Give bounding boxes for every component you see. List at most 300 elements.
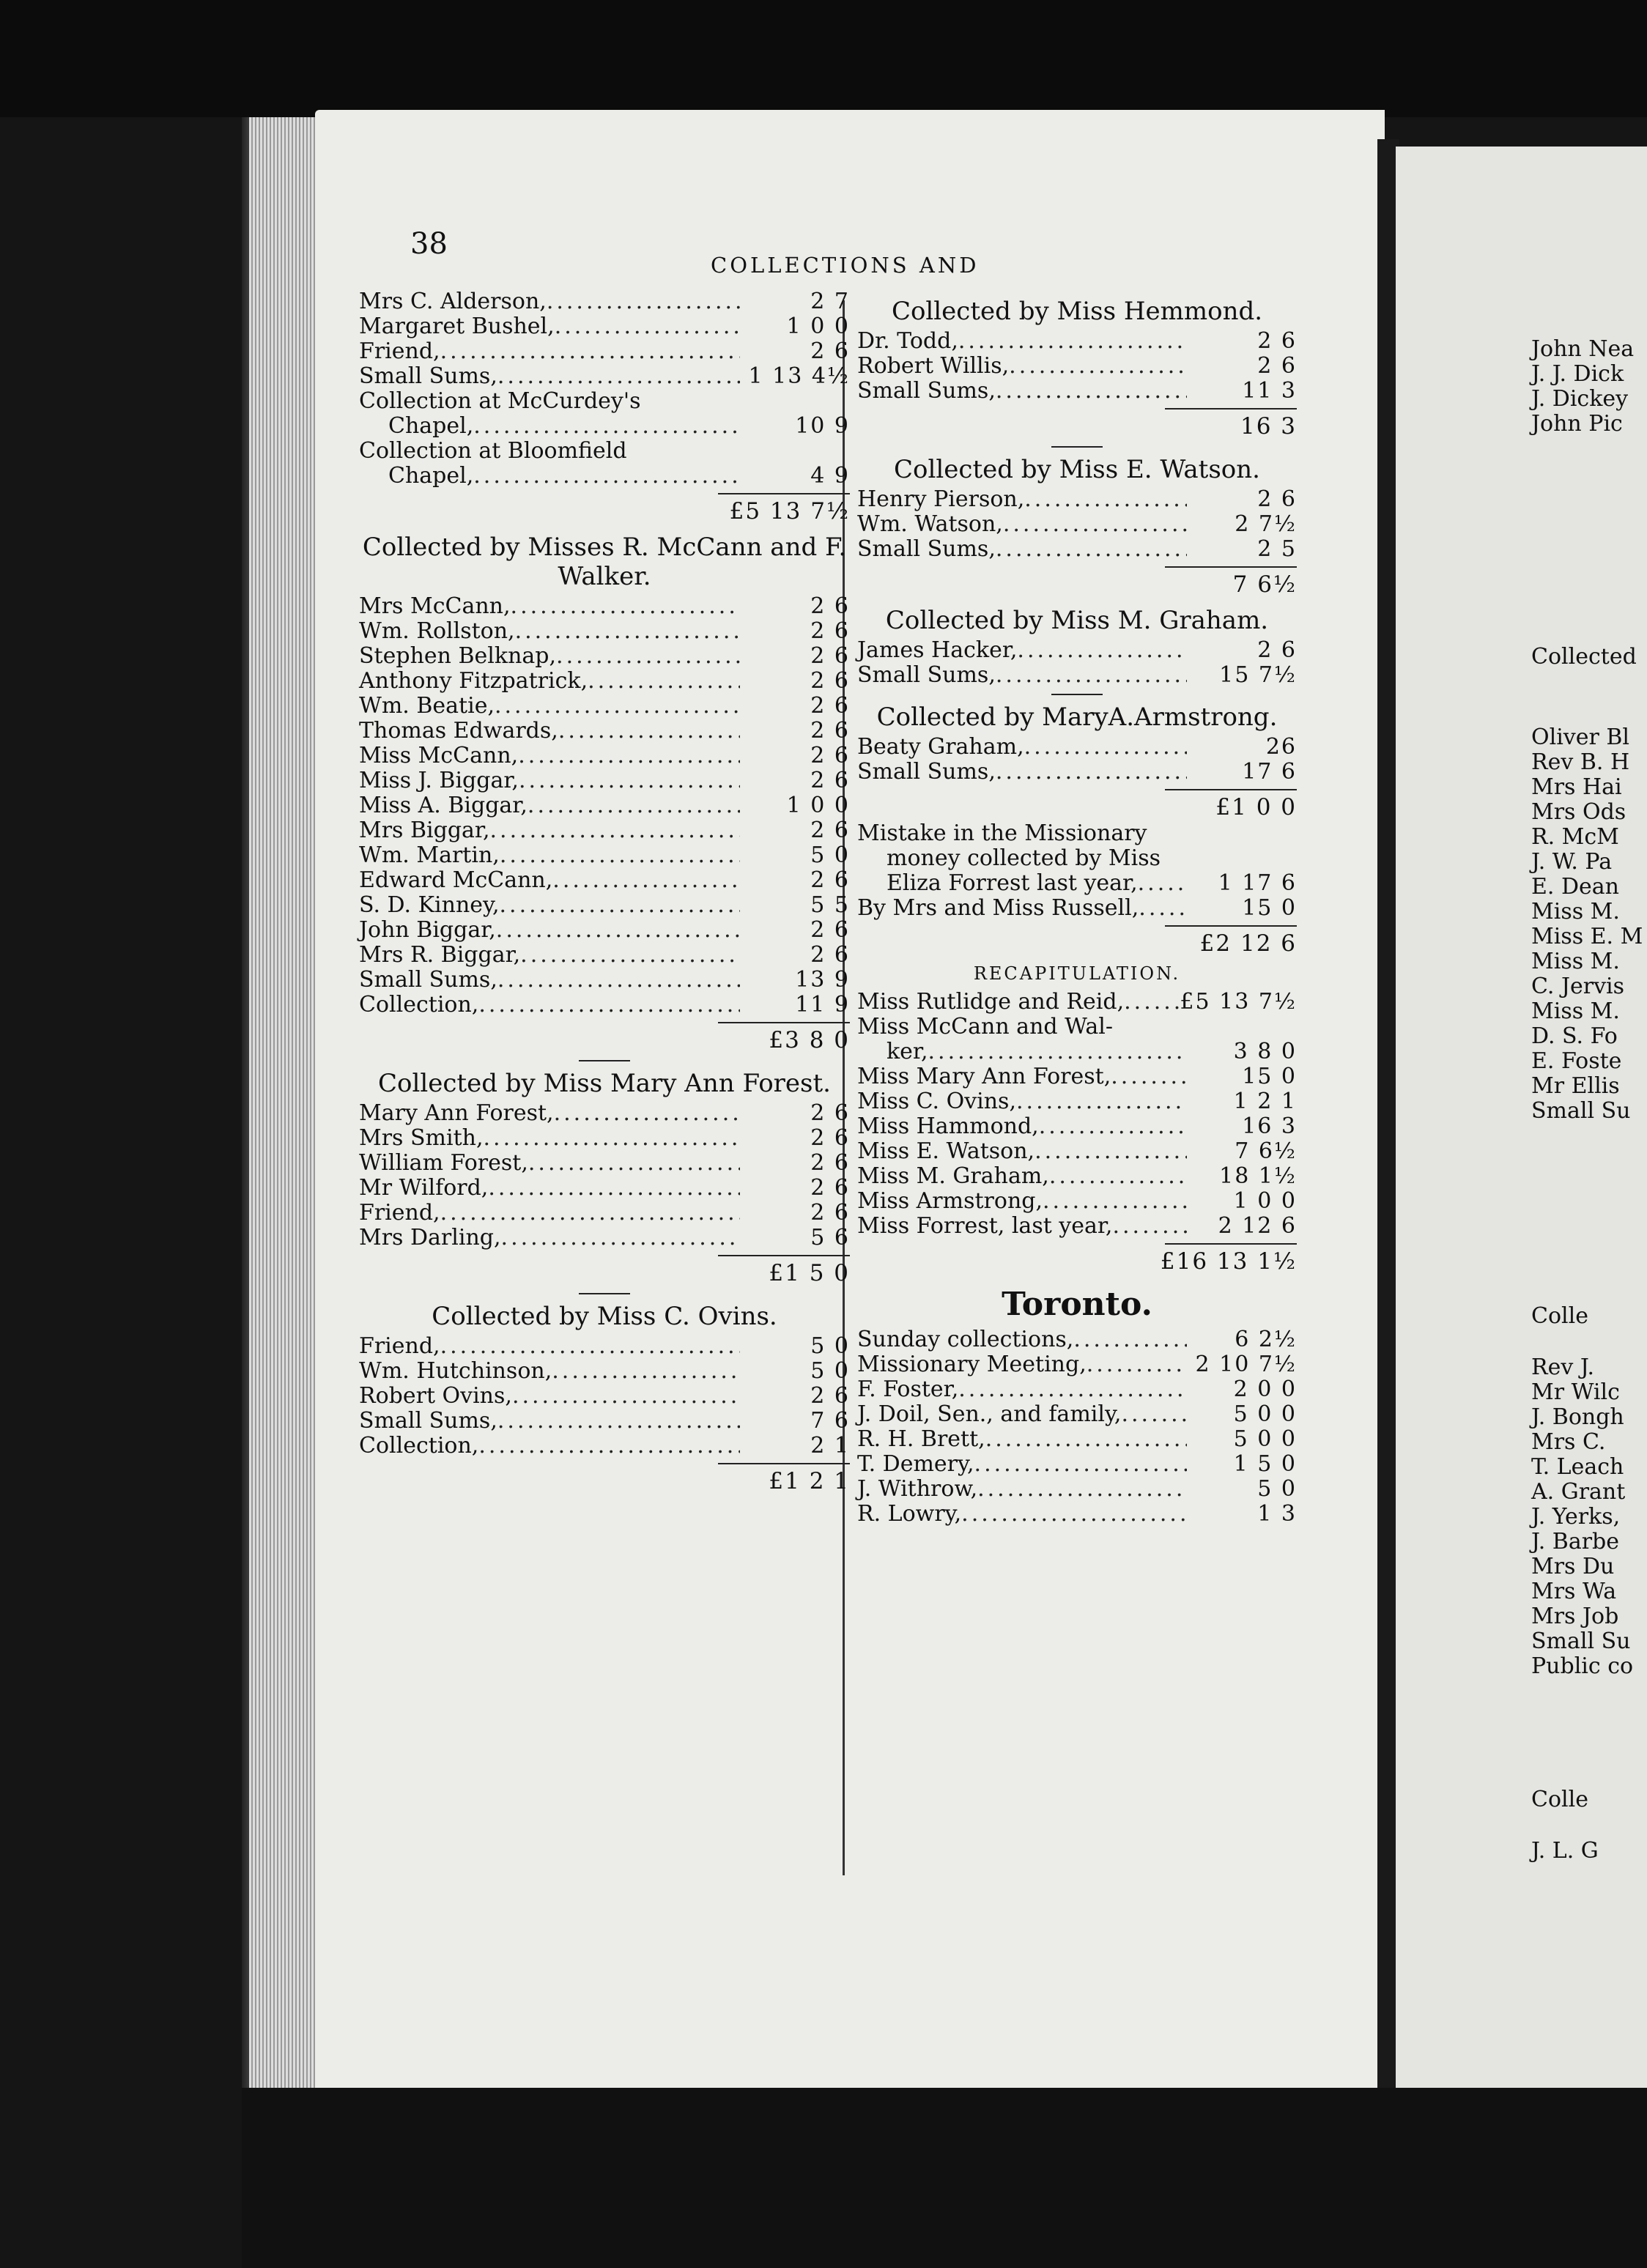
entry-row xyxy=(359,719,850,744)
entry-row xyxy=(857,896,1297,921)
page-number: 38 xyxy=(410,227,448,261)
leader-dots xyxy=(496,918,740,943)
entry-amount: 2 6 xyxy=(1257,486,1297,512)
entry-name: Collection at Bloomfield xyxy=(359,438,627,464)
entry-row xyxy=(857,1089,1297,1114)
entry-row xyxy=(359,464,850,489)
entry-amount: 6 2½ xyxy=(1235,1327,1297,1352)
entry-name: John Biggar, xyxy=(359,917,496,943)
leader-dots xyxy=(520,943,740,968)
entry-name: Mary Ann Forest, xyxy=(359,1100,554,1126)
entry-row xyxy=(857,871,1297,896)
entry-name: Friend, xyxy=(359,1333,440,1359)
entry-row xyxy=(359,1151,850,1176)
entry-row xyxy=(857,1064,1297,1089)
leader-dots xyxy=(497,364,740,389)
entry-amount: 5 0 xyxy=(810,1358,850,1384)
entry-name: Collection, xyxy=(359,1433,479,1459)
leader-dots xyxy=(484,1126,741,1151)
entry-amount: 17 6 xyxy=(1242,759,1297,785)
entry-name: Small Sums, xyxy=(857,759,996,785)
entry-row xyxy=(857,1164,1297,1189)
entry-name: Beaty Graham, xyxy=(857,734,1024,760)
section-divider xyxy=(1051,446,1103,448)
leader-dots xyxy=(515,619,740,644)
entry-name: Friend, xyxy=(359,1200,440,1226)
entry-amount: 1 3 xyxy=(1257,1501,1297,1527)
entry-row xyxy=(359,993,850,1018)
leader-dots xyxy=(528,1151,740,1176)
entry-row xyxy=(857,846,1297,871)
entry-amount: 2 6 xyxy=(810,643,850,669)
entry-amount: 5 0 0 xyxy=(1233,1426,1297,1452)
leader-dots xyxy=(473,414,740,439)
facing-page-line: Miss E. M xyxy=(1531,924,1643,949)
heading-c-ovins: Collected by Miss C. Ovins. xyxy=(432,1302,777,1331)
total-rule xyxy=(718,1463,850,1464)
entry-row xyxy=(857,638,1297,663)
entry-row xyxy=(857,354,1297,379)
entry-name: Mr Wilford, xyxy=(359,1175,489,1201)
entry-amount: 10 9 xyxy=(795,413,850,439)
entry-name: Wm. Martin, xyxy=(359,842,500,868)
facing-page-line: Small Su xyxy=(1531,1098,1631,1124)
leader-dots xyxy=(958,1377,1187,1402)
leader-dots xyxy=(1111,1064,1187,1089)
entry-name: Collection at McCurdey's xyxy=(359,388,641,414)
list-hemmond xyxy=(857,329,1297,404)
entry-amount: 1 17 6 xyxy=(1218,870,1297,896)
facing-page-line: J. Yerks, xyxy=(1531,1504,1621,1530)
entry-amount: 11 3 xyxy=(1242,378,1297,404)
total-rule xyxy=(718,1022,850,1023)
entry-amount: 1 0 0 xyxy=(1233,1188,1297,1214)
column-right xyxy=(857,289,1297,1527)
entry-row xyxy=(857,990,1297,1015)
entry-row xyxy=(359,1226,850,1250)
entry-row xyxy=(359,619,850,644)
facing-page-line: Mrs Wa xyxy=(1531,1579,1617,1604)
heading-hemmond: Collected by Miss Hemmond. xyxy=(891,297,1263,326)
entry-row xyxy=(359,1176,850,1201)
leader-dots xyxy=(1121,1402,1187,1427)
entry-amount: 2 0 0 xyxy=(1233,1376,1297,1402)
facing-page-line: Collected xyxy=(1531,644,1637,670)
entry-row xyxy=(857,1452,1297,1477)
entry-name: ker, xyxy=(887,1039,928,1064)
entry-amount: 2 6 xyxy=(810,917,850,943)
entry-name: Mrs Darling, xyxy=(359,1225,501,1250)
total-e-watson: 7 6½ xyxy=(1232,571,1297,598)
entry-row xyxy=(359,314,850,339)
entry-amount: £5 13 7½ xyxy=(1180,989,1297,1015)
entry-name: Miss Rutlidge and Reid, xyxy=(857,989,1125,1015)
entry-name: J. Withrow, xyxy=(857,1476,978,1502)
entry-amount: 5 0 xyxy=(810,842,850,868)
entry-name: Sunday collections, xyxy=(857,1327,1074,1352)
leader-dots xyxy=(1003,512,1187,537)
entry-name: Small Sums, xyxy=(857,378,996,404)
list-c-ovins xyxy=(359,1334,850,1459)
entry-amount: 15 0 xyxy=(1242,1064,1297,1089)
entry-row xyxy=(359,594,850,619)
leader-dots xyxy=(1016,1089,1187,1114)
entry-amount: 2 10 7½ xyxy=(1195,1352,1297,1377)
entry-amount: 13 9 xyxy=(795,967,850,993)
entry-amount: 2 6 xyxy=(810,1125,850,1151)
entry-amount: 7 6 xyxy=(810,1408,850,1434)
entry-name: Mrs Smith, xyxy=(359,1125,484,1151)
leader-dots xyxy=(1124,990,1180,1015)
entry-amount: 2 6 xyxy=(810,1200,850,1226)
entry-name: Miss M. Graham, xyxy=(857,1163,1049,1189)
leader-dots xyxy=(961,1502,1187,1527)
entry-row xyxy=(857,1352,1297,1377)
facing-page-line: John Nea xyxy=(1531,336,1635,362)
entry-amount: 2 6 xyxy=(810,768,850,793)
list-mary-ann-forest xyxy=(359,1101,850,1250)
entry-amount: 2 6 xyxy=(810,1383,850,1409)
facing-page-line: J. Bongh xyxy=(1531,1404,1624,1430)
entry-amount: 26 xyxy=(1265,734,1297,760)
entry-name: Small Sums, xyxy=(359,363,497,389)
facing-page-line: J. Dickey xyxy=(1531,386,1629,412)
entry-name: Eliza Forrest last year, xyxy=(887,870,1138,896)
entry-row xyxy=(857,735,1297,760)
entry-name: R. Lowry, xyxy=(857,1501,962,1527)
entry-row xyxy=(857,1040,1297,1064)
entry-name: Miss McCann, xyxy=(359,743,519,768)
leader-dots xyxy=(985,1427,1187,1452)
entry-row xyxy=(359,1126,850,1151)
entry-row xyxy=(359,893,850,918)
leader-dots xyxy=(996,537,1187,562)
facing-page-line: J. L. G xyxy=(1531,1838,1599,1864)
entry-name: Mrs McCann, xyxy=(359,593,511,619)
total-rule xyxy=(718,1255,850,1256)
entry-row xyxy=(857,1139,1297,1164)
entry-name: Friend, xyxy=(359,338,440,364)
section-divider xyxy=(579,1293,630,1294)
list-mistake xyxy=(857,821,1297,921)
entry-row xyxy=(359,1409,850,1434)
facing-page-line: J. J. Dick xyxy=(1531,361,1624,387)
entry-name: Miss Forrest, last year, xyxy=(857,1213,1113,1239)
facing-page-line: A. Grant xyxy=(1531,1479,1626,1505)
column-left xyxy=(359,289,850,1495)
leader-dots xyxy=(558,719,740,744)
entry-row xyxy=(857,663,1297,688)
entry-amount: 15 0 xyxy=(1242,895,1297,921)
facing-page-line: Miss M. xyxy=(1531,949,1620,974)
leader-dots xyxy=(519,768,740,793)
entry-amount: 2 6 xyxy=(810,867,850,893)
leader-dots xyxy=(552,868,740,893)
facing-page-line: E. Dean xyxy=(1531,874,1619,900)
facing-page-line: Mrs C. xyxy=(1531,1429,1606,1455)
entry-amount: 2 6 xyxy=(1257,328,1297,354)
entry-row xyxy=(359,793,850,818)
leader-dots xyxy=(478,993,740,1018)
heading-armstrong: Collected by MaryA.Armstrong. xyxy=(876,703,1278,732)
entry-row xyxy=(359,943,850,968)
entry-name: Miss E. Watson, xyxy=(857,1138,1035,1164)
entry-amount: 2 6 xyxy=(1257,637,1297,663)
heading-toronto: Toronto. xyxy=(1002,1286,1152,1323)
facing-page-line: Oliver Bl xyxy=(1531,724,1630,750)
entry-name: Margaret Bushel, xyxy=(359,314,555,339)
entry-amount: 15 7½ xyxy=(1219,662,1297,688)
entry-row xyxy=(359,843,850,868)
entry-row xyxy=(359,868,850,893)
total-mistake: £2 12 6 xyxy=(1199,930,1297,957)
facing-page-line: J. W. Pa xyxy=(1531,849,1613,875)
entry-row xyxy=(359,918,850,943)
leader-dots xyxy=(928,1040,1187,1064)
facing-page-line: Colle xyxy=(1531,1303,1588,1329)
section-divider xyxy=(1051,694,1103,695)
leader-dots xyxy=(1009,354,1187,379)
list-recapitulation xyxy=(857,990,1297,1239)
entry-amount: 2 6 xyxy=(1257,353,1297,379)
running-head: COLLECTIONS AND xyxy=(711,253,980,278)
total-rule xyxy=(718,493,850,494)
entry-name: Mrs C. Alderson, xyxy=(359,289,547,314)
facing-page-line: Colle xyxy=(1531,1787,1588,1812)
entry-row xyxy=(359,339,850,364)
leader-dots xyxy=(977,1477,1187,1502)
entry-name: Dr. Todd, xyxy=(857,328,958,354)
entry-row xyxy=(857,537,1297,562)
entry-amount: 18 1½ xyxy=(1219,1163,1297,1189)
total-rule xyxy=(1165,566,1297,568)
entry-amount: 2 6 xyxy=(810,1150,850,1176)
leader-dots xyxy=(588,669,740,694)
entry-name: J. Doil, Sen., and family, xyxy=(857,1401,1122,1427)
leader-dots xyxy=(512,1384,740,1409)
leader-dots xyxy=(996,663,1187,688)
total-armstrong: £1 0 0 xyxy=(1215,794,1297,820)
entry-amount: 1 0 0 xyxy=(786,314,850,339)
facing-page-line: Miss M. xyxy=(1531,998,1620,1024)
leader-dots xyxy=(490,818,740,843)
list-toronto xyxy=(857,1327,1297,1527)
entry-row xyxy=(359,694,850,719)
entry-name: F. Foster, xyxy=(857,1376,959,1402)
entry-amount: 2 6 xyxy=(810,1175,850,1201)
leader-dots xyxy=(501,1226,740,1250)
entry-amount: 5 0 xyxy=(1257,1476,1297,1502)
entry-row xyxy=(359,818,850,843)
entry-name: Miss A. Biggar, xyxy=(359,793,528,818)
entry-name: Miss Mary Ann Forest, xyxy=(857,1064,1111,1089)
entry-amount: 2 6 xyxy=(810,593,850,619)
entry-amount: 2 12 6 xyxy=(1218,1213,1297,1239)
leader-dots xyxy=(440,1334,740,1359)
entry-row xyxy=(359,644,850,669)
entry-amount: 5 0 0 xyxy=(1233,1401,1297,1427)
entry-amount: 16 3 xyxy=(1242,1113,1297,1139)
entry-name: Henry Pierson, xyxy=(857,486,1025,512)
entry-name: T. Demery, xyxy=(857,1451,974,1477)
entry-amount: 2 6 xyxy=(810,338,850,364)
facing-page-line: Rev J. xyxy=(1531,1354,1595,1380)
entry-row xyxy=(857,1502,1297,1527)
entry-name: Mrs Biggar, xyxy=(359,818,490,843)
entry-row xyxy=(857,379,1297,404)
list-armstrong xyxy=(857,735,1297,785)
entry-row xyxy=(359,968,850,993)
entry-amount: 1 5 0 xyxy=(1233,1451,1297,1477)
entry-amount: 2 6 xyxy=(810,693,850,719)
total-c-ovins: £1 2 1 xyxy=(769,1468,850,1494)
entry-amount: 2 6 xyxy=(810,668,850,694)
leader-dots xyxy=(1024,735,1187,760)
entry-row xyxy=(359,1384,850,1409)
entry-amount: 7 6½ xyxy=(1235,1138,1297,1164)
facing-page-line: Public co xyxy=(1531,1653,1634,1679)
leader-dots xyxy=(1043,1189,1187,1214)
leader-dots xyxy=(511,594,740,619)
entry-name: Collection, xyxy=(359,992,479,1018)
entry-name: Small Sums, xyxy=(857,536,996,562)
facing-page-line: Mrs Ods xyxy=(1531,799,1626,825)
leader-dots xyxy=(1035,1139,1187,1164)
leader-dots xyxy=(1073,1327,1187,1352)
heading-e-watson: Collected by Miss E. Watson. xyxy=(894,455,1260,484)
entry-name: R. H. Brett, xyxy=(857,1426,985,1452)
leader-dots xyxy=(552,1359,740,1384)
total-rule xyxy=(1165,925,1297,927)
entry-row xyxy=(857,487,1297,512)
leader-dots xyxy=(528,793,740,818)
leader-dots xyxy=(440,339,740,364)
entry-row xyxy=(359,1334,850,1359)
entry-amount: 2 6 xyxy=(810,718,850,744)
entry-name: Chapel, xyxy=(388,413,474,439)
facing-page-line: Small Su xyxy=(1531,1628,1631,1654)
entry-amount: 1 13 4½ xyxy=(748,363,850,389)
facing-page-line: Mr Wilc xyxy=(1531,1379,1620,1405)
section-divider xyxy=(579,1060,630,1061)
entry-amount: 2 1 xyxy=(810,1433,850,1459)
total-hemmond: 16 3 xyxy=(1240,413,1297,440)
entry-row xyxy=(857,1189,1297,1214)
entry-amount: 3 8 0 xyxy=(1233,1039,1297,1064)
leader-dots xyxy=(554,1101,740,1126)
total-mccann-walker: £3 8 0 xyxy=(769,1027,850,1053)
entry-row xyxy=(857,821,1297,846)
leader-dots xyxy=(478,1434,740,1459)
entry-row xyxy=(857,1015,1297,1040)
facing-page-line: John Pic xyxy=(1531,411,1623,437)
total-mary-ann-forest: £1 5 0 xyxy=(769,1260,850,1286)
entry-row xyxy=(857,1427,1297,1452)
facing-page-line: Mrs Du xyxy=(1531,1554,1615,1579)
leader-dots xyxy=(518,744,740,768)
leader-dots xyxy=(556,644,740,669)
entry-name: Mrs R. Biggar, xyxy=(359,942,521,968)
leader-dots xyxy=(996,760,1187,785)
total-recapitulation: £16 13 1½ xyxy=(1160,1248,1297,1275)
facing-page-line: Mrs Hai xyxy=(1531,774,1622,800)
entry-row xyxy=(857,1477,1297,1502)
leader-dots xyxy=(1087,1352,1187,1377)
leader-dots xyxy=(440,1201,740,1226)
entry-row xyxy=(359,744,850,768)
entry-name: Chapel, xyxy=(388,463,474,489)
entry-row xyxy=(359,1359,850,1384)
entry-name: Thomas Edwards, xyxy=(359,718,558,744)
entry-name: Miss C. Ovins, xyxy=(857,1089,1016,1114)
bottom-binding xyxy=(242,2088,1647,2268)
leader-dots xyxy=(495,694,740,719)
leader-dots xyxy=(974,1452,1187,1477)
entry-name: money collected by Miss xyxy=(887,845,1161,871)
entry-row xyxy=(857,1214,1297,1239)
entry-name: Miss J. Biggar, xyxy=(359,768,519,793)
heading-recapitulation: RECAPITULATION. xyxy=(973,963,1181,984)
entry-amount: 4 9 xyxy=(810,463,850,489)
entry-row xyxy=(359,289,850,314)
entry-row xyxy=(857,1377,1297,1402)
leader-dots xyxy=(547,289,740,314)
entry-row xyxy=(359,669,850,694)
entry-name: Robert Ovins, xyxy=(359,1383,512,1409)
right-page xyxy=(1396,147,1647,2124)
facing-page-line: Mrs Job xyxy=(1531,1604,1619,1629)
list-alderson xyxy=(359,289,850,489)
entry-name: Robert Willis, xyxy=(857,353,1010,379)
entry-name: Small Sums, xyxy=(857,662,996,688)
entry-row xyxy=(359,1201,850,1226)
entry-row xyxy=(857,1402,1297,1427)
facing-page-line: Miss M. xyxy=(1531,899,1620,924)
facing-page-line: Mr Ellis xyxy=(1531,1073,1620,1099)
entry-row xyxy=(359,414,850,439)
facing-page-line: C. Jervis xyxy=(1531,974,1625,999)
leader-dots xyxy=(1049,1164,1187,1189)
leader-dots xyxy=(996,379,1187,404)
list-m-graham xyxy=(857,638,1297,688)
facing-page-line: Rev B. H xyxy=(1531,749,1630,775)
facing-page-line: D. S. Fo xyxy=(1531,1023,1618,1049)
entry-name: Wm. Beatie, xyxy=(359,693,495,719)
entry-amount: 1 2 1 xyxy=(1233,1089,1297,1114)
scanner-frame-top xyxy=(0,0,1647,117)
entry-amount: 1 0 0 xyxy=(786,793,850,818)
leader-dots xyxy=(958,329,1187,354)
entry-amount: 2 7 xyxy=(810,289,850,314)
total-rule xyxy=(1165,789,1297,790)
entry-name: Wm. Watson, xyxy=(857,511,1003,537)
entry-name: Edward McCann, xyxy=(359,867,553,893)
entry-amount: 2 6 xyxy=(810,618,850,644)
leader-dots xyxy=(500,843,740,868)
entry-row xyxy=(359,439,850,464)
entry-name: William Forest, xyxy=(359,1150,528,1176)
facing-page-line: T. Leach xyxy=(1531,1454,1624,1480)
leader-dots xyxy=(473,464,740,489)
entry-row xyxy=(857,1114,1297,1139)
leader-dots xyxy=(1138,871,1187,896)
heading-mccann-walker: Collected by Misses R. McCann and F. Walker. xyxy=(362,533,847,591)
entry-amount: 5 6 xyxy=(810,1225,850,1250)
entry-amount: 5 5 xyxy=(810,892,850,918)
entry-name: Wm. Hutchinson, xyxy=(359,1358,552,1384)
entry-name: S. D. Kinney, xyxy=(359,892,500,918)
leader-dots xyxy=(1112,1214,1187,1239)
